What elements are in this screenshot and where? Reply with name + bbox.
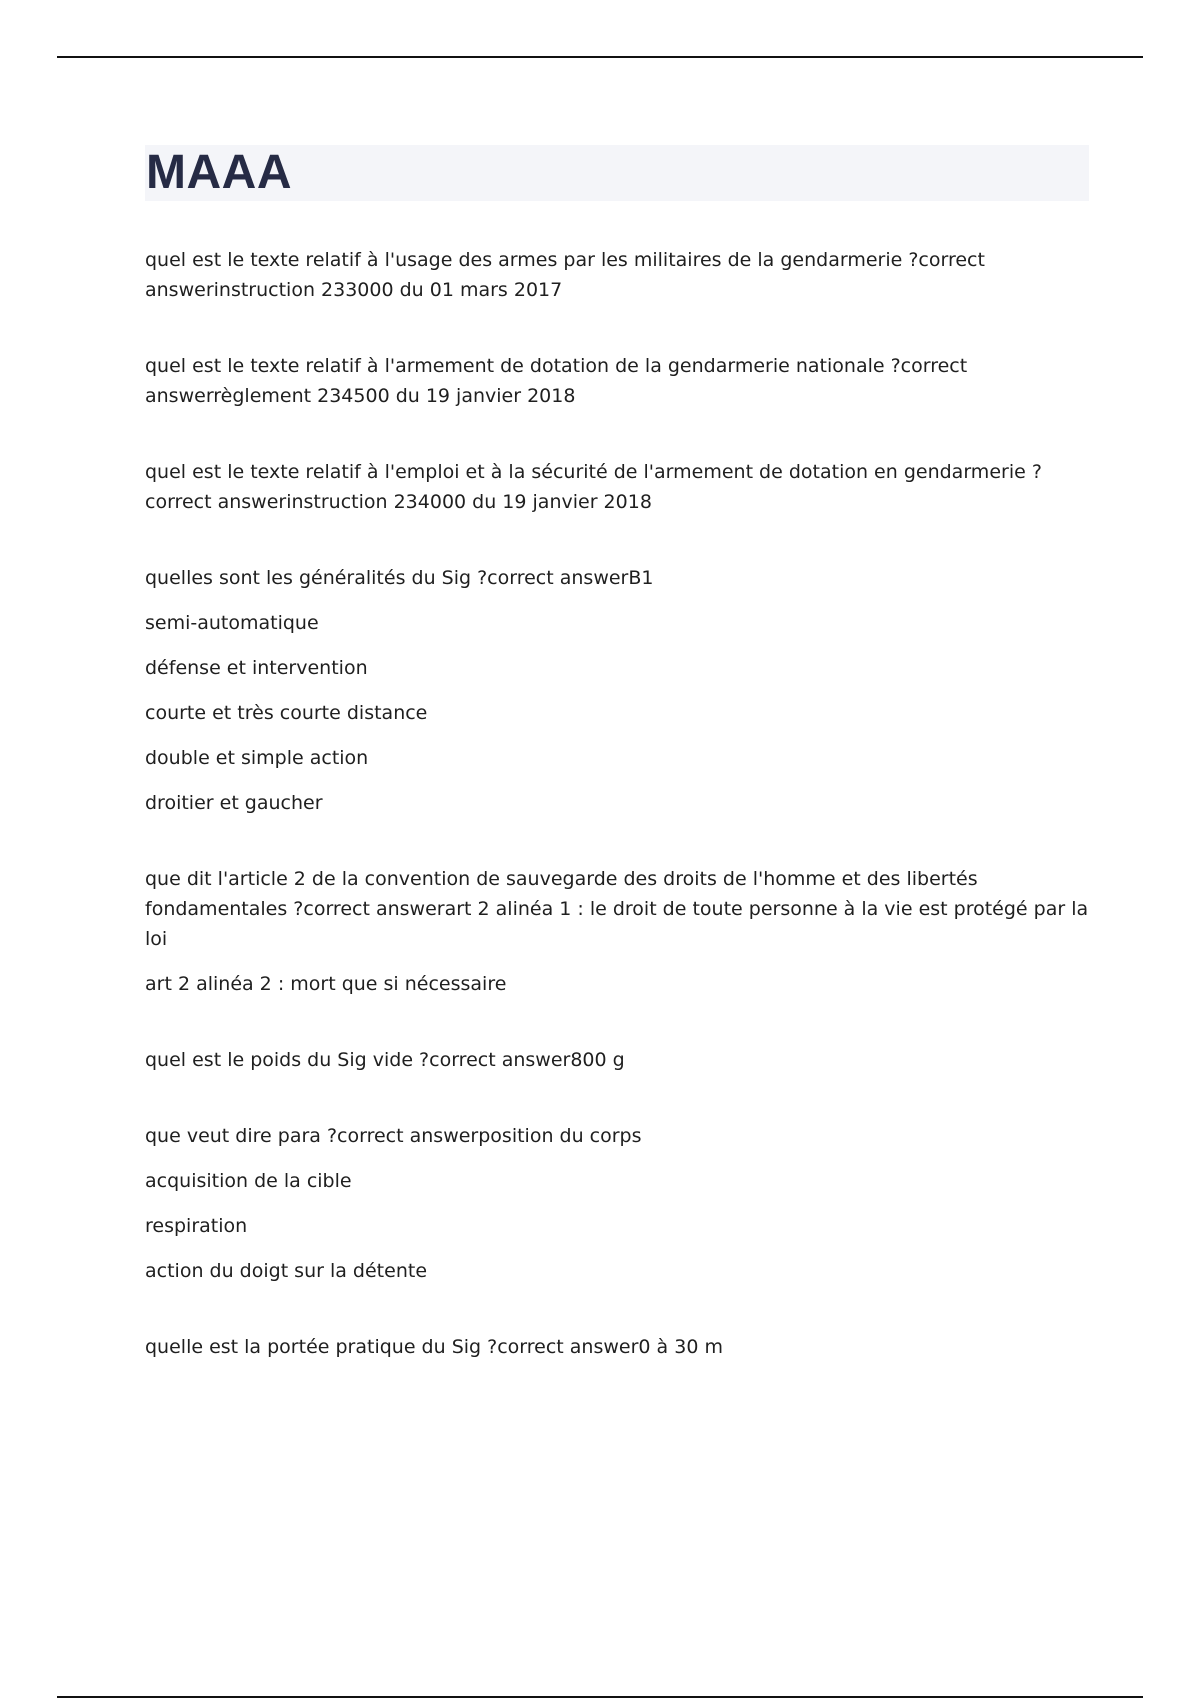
qa-line: droitier et gaucher <box>145 792 323 814</box>
qa-line: art 2 alinéa 2 : mort que si nécessaire <box>145 973 507 995</box>
qa-line: quel est le texte relatif à l'armement de dotation de la gendarmerie nationale ?correct answerrèglement 234500 du 19 janvier 2018 <box>145 355 968 407</box>
qa-line: que veut dire para ?correct answerposition du corps <box>145 1125 642 1147</box>
qa-entry <box>145 457 1090 517</box>
header-rule <box>57 56 1143 58</box>
qa-line: action du doigt sur la détente <box>145 1260 428 1282</box>
qa-line: respiration <box>145 1215 248 1237</box>
qa-line: acquisition de la cible <box>145 1170 352 1192</box>
document-body <box>145 245 1090 1408</box>
qa-entry <box>145 1045 1090 1075</box>
qa-line: double et simple action <box>145 747 369 769</box>
qa-entry <box>145 864 1090 999</box>
qa-line: quel est le texte relatif à l'emploi et à la sécurité de l'armement de dotation en gendarmerie ?correct answerinstruction 234000 du 19 janvier 2018 <box>145 461 1042 513</box>
qa-line: quelles sont les généralités du Sig ?correct answerB1 <box>145 567 654 589</box>
qa-entry <box>145 1121 1090 1286</box>
qa-entry <box>145 563 1090 818</box>
qa-line: quel est le poids du Sig vide ?correct answer800 g <box>145 1049 625 1071</box>
qa-entry <box>145 1332 1090 1362</box>
qa-line: défense et intervention <box>145 657 368 679</box>
qa-entry <box>145 245 1090 305</box>
qa-line: quel est le texte relatif à l'usage des armes par les militaires de la gendarmerie ?correct answerinstruction 233000 du 01 mars 2017 <box>145 249 985 301</box>
qa-line: semi-automatique <box>145 612 319 634</box>
qa-line: que dit l'article 2 de la convention de sauvegarde des droits de l'homme et des libertés fondamentales ?correct answerart 2 alinéa 1 : le droit de toute personne à la vie est protégé par la loi <box>145 868 1089 950</box>
document-title: MAAA <box>146 146 292 199</box>
qa-line: courte et très courte distance <box>145 702 428 724</box>
footer-rule <box>57 1696 1143 1698</box>
qa-entry <box>145 351 1090 411</box>
qa-line: quelle est la portée pratique du Sig ?correct answer0 à 30 m <box>145 1336 723 1358</box>
